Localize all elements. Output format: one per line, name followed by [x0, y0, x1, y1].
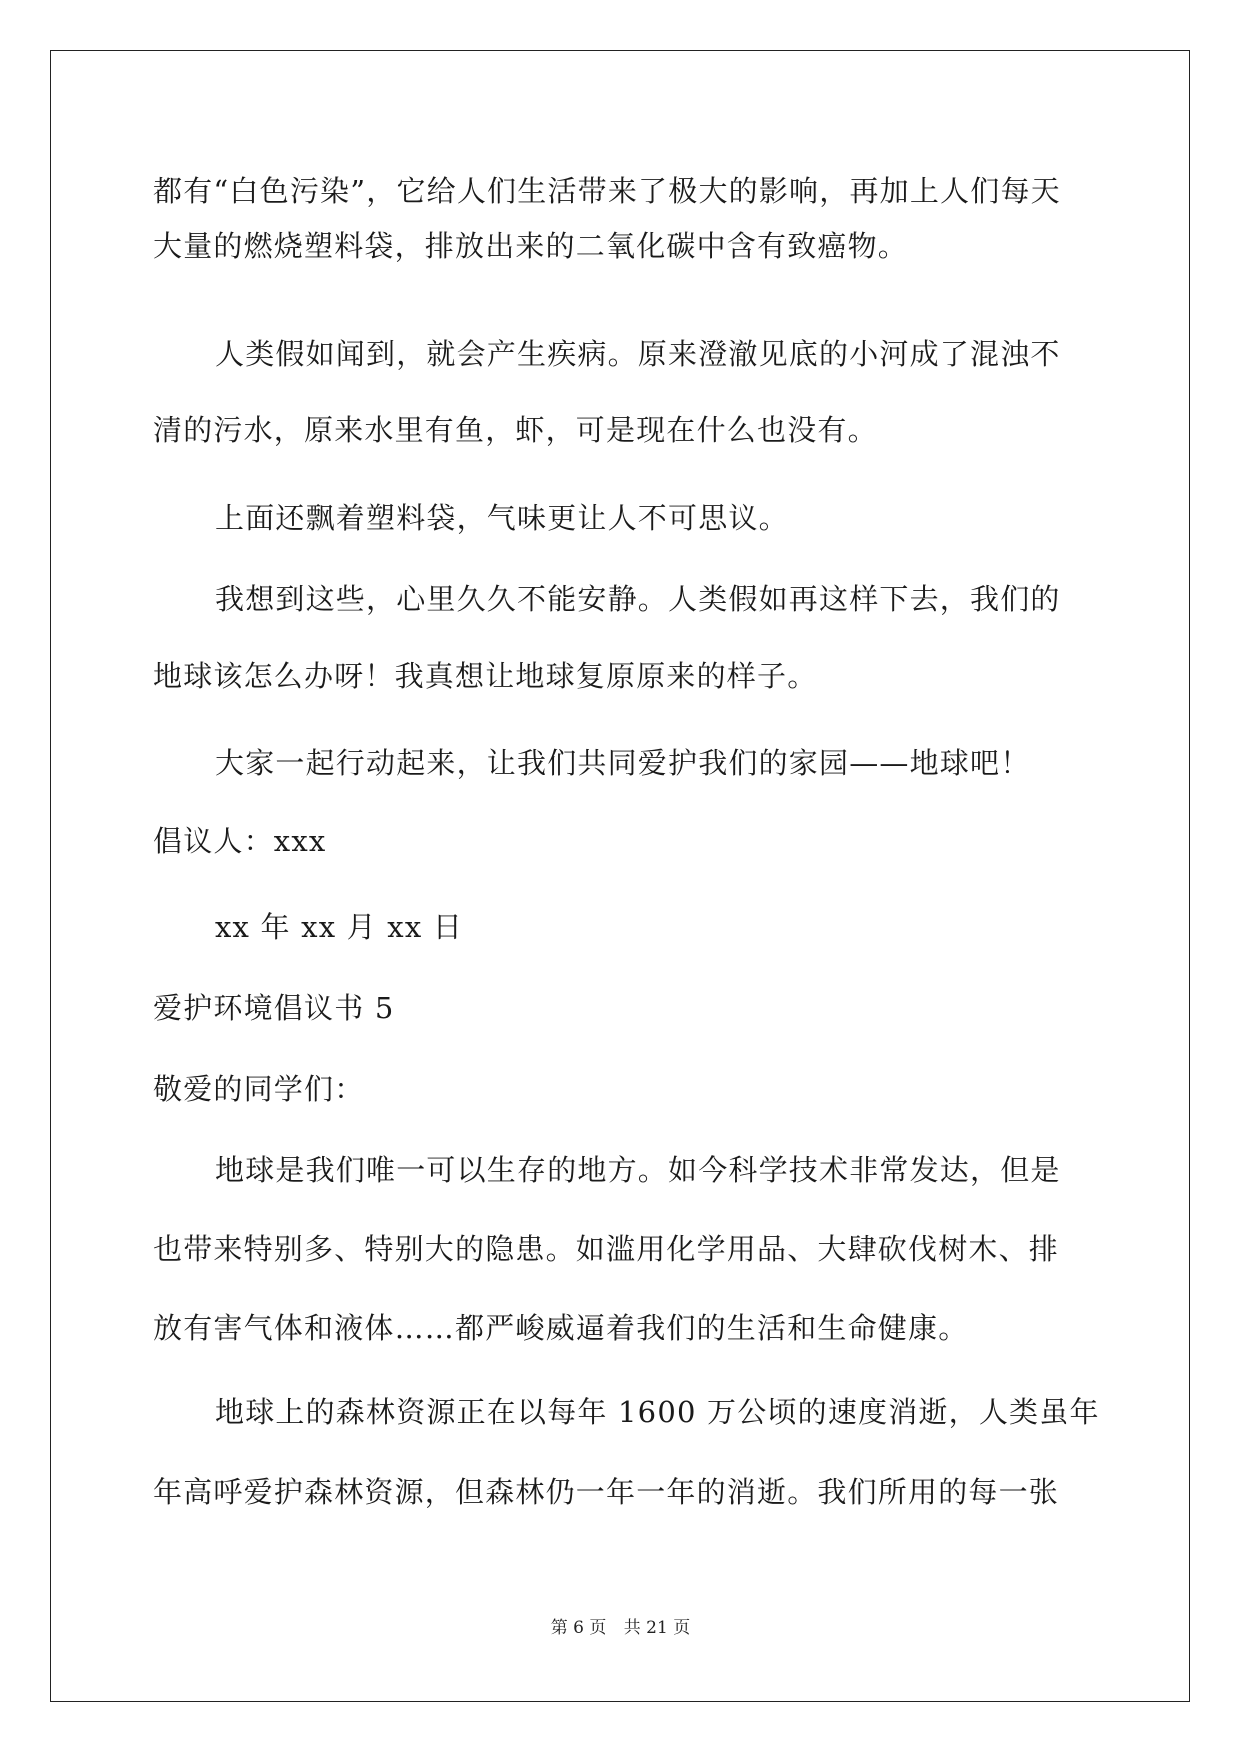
text-line: 放有害气体和液体……都严峻威逼着我们的生活和生命健康。 — [153, 1311, 969, 1345]
paragraph-start: 地球上的森林资源正在以每年 1600 万公顷的速度消逝，人类虽年 — [215, 1395, 1100, 1429]
paragraph-start: 我想到这些，心里久久不能安静。人类假如再这样下去，我们的 — [215, 582, 1061, 616]
text-line: 地球该怎么办呀！我真想让地球复原原来的样子。 — [153, 659, 818, 693]
page-footer — [0, 1617, 1241, 1639]
page-total: 共 21 页 — [623, 1618, 691, 1638]
page-number: 第 6 页 — [550, 1618, 607, 1638]
section-title: 爱护环境倡议书 5 — [153, 991, 395, 1025]
paragraph-start: 人类假如闻到，就会产生疾病。原来澄澈见底的小河成了混浊不 — [215, 337, 1061, 371]
page-border — [50, 50, 1190, 1702]
text-line: 也带来特别多、特别大的隐患。如滥用化学用品、大肆砍伐树木、排 — [153, 1232, 1060, 1266]
text-line: 都有“白色污染”，它给人们生活带来了极大的影响，再加上人们每天 — [153, 174, 1061, 208]
text-line: 年高呼爱护森林资源，但森林仍一年一年的消逝。我们所用的每一张 — [153, 1475, 1060, 1509]
paragraph-start: 上面还飘着塑料袋，气味更让人不可思议。 — [215, 501, 789, 535]
paragraph-start: 地球是我们唯一可以生存的地方。如今科学技术非常发达，但是 — [215, 1153, 1061, 1187]
text-line: 清的污水，原来水里有鱼，虾，可是现在什么也没有。 — [153, 413, 878, 447]
signature-line: 倡议人：xxx — [153, 824, 327, 858]
salutation: 敬爱的同学们： — [153, 1072, 365, 1106]
date-line: xx 年 xx 月 xx 日 — [215, 910, 464, 944]
text-line: 大量的燃烧塑料袋，排放出来的二氧化碳中含有致癌物。 — [153, 229, 909, 263]
paragraph-start: 大家一起行动起来，让我们共同爱护我们的家园——地球吧！ — [215, 746, 1031, 780]
